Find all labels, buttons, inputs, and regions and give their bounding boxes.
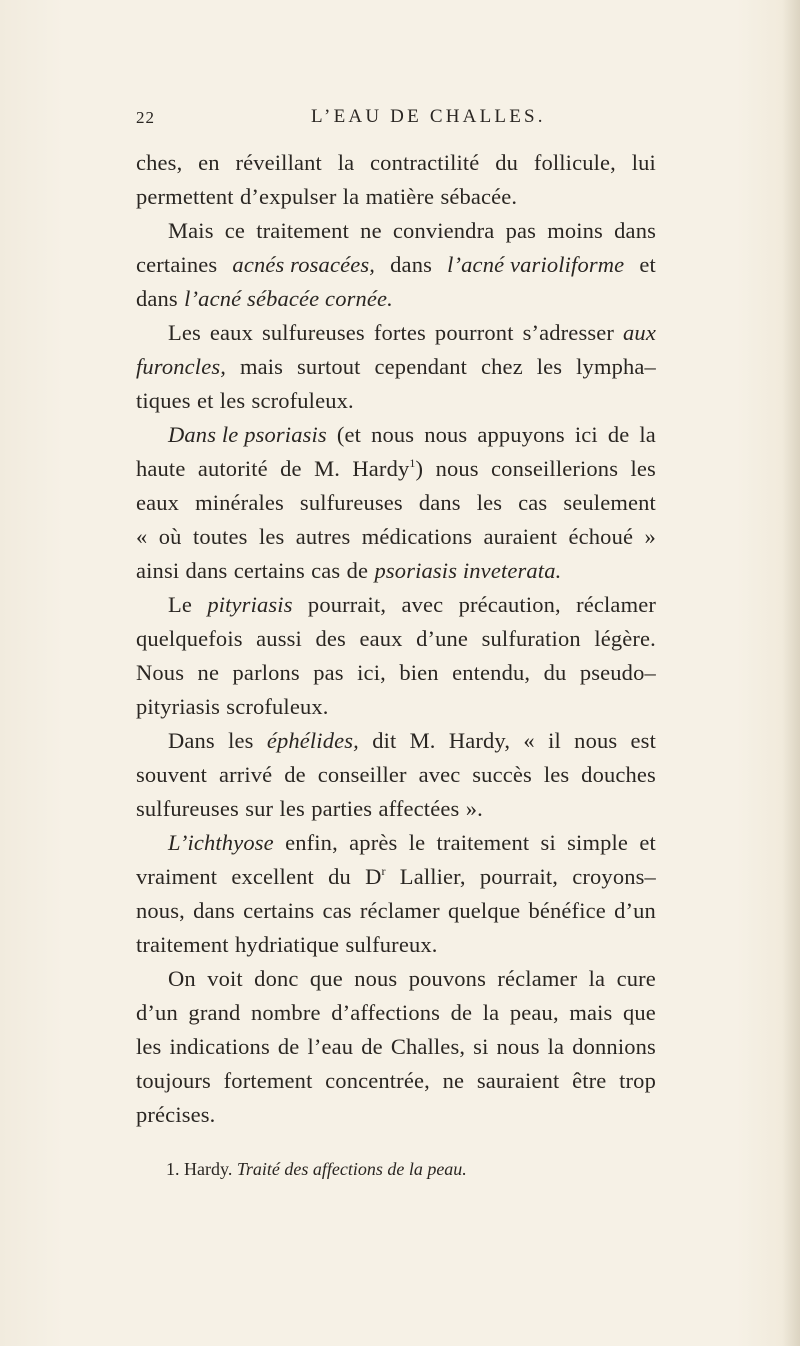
word: conviendra	[392, 218, 495, 243]
word: appuyons	[477, 422, 565, 447]
superscript: r	[381, 864, 386, 878]
word: parties	[311, 796, 373, 821]
word: la	[337, 150, 355, 175]
word: cas	[322, 898, 352, 923]
word: excellent	[231, 864, 314, 889]
word: contractilité	[370, 150, 480, 175]
word: pas	[313, 660, 344, 685]
word: les	[279, 796, 305, 821]
word: Nous	[136, 660, 185, 685]
word: nous	[371, 422, 415, 447]
word: trop	[619, 1068, 656, 1093]
word: réclamer	[576, 592, 656, 617]
word: scrofuleux.	[251, 388, 354, 413]
text-line	[136, 962, 656, 996]
word: et	[196, 388, 214, 413]
word: sulfureuses	[299, 490, 403, 515]
text-line	[136, 350, 656, 384]
word: surtout	[297, 354, 361, 379]
text-line	[136, 418, 656, 452]
text-line	[136, 486, 656, 520]
word: mais	[569, 1000, 613, 1025]
word: D	[365, 864, 382, 889]
italic-term: furoncles,	[136, 354, 227, 379]
word: sur	[245, 796, 274, 821]
italic-term: psoriasis inveterata.	[374, 558, 562, 583]
text-line	[136, 996, 656, 1030]
word: nous	[435, 456, 479, 481]
word: bénéfice	[528, 898, 606, 923]
word: certaines	[136, 252, 218, 277]
word: arrivé	[218, 762, 273, 787]
footnote	[166, 1154, 586, 1184]
word: avec	[401, 592, 444, 617]
word: le	[408, 830, 426, 855]
word: donnions	[572, 1034, 656, 1059]
word: les	[219, 388, 246, 413]
word: pouvons	[408, 966, 486, 991]
word: pseudo–	[579, 660, 656, 685]
word: Le	[168, 592, 193, 617]
word: dans	[185, 558, 228, 583]
footnote-reference	[352, 452, 423, 486]
word: de	[607, 422, 630, 447]
word: «	[523, 728, 535, 753]
word: réclamer	[359, 898, 440, 923]
word: et	[639, 830, 656, 855]
word: où	[158, 524, 182, 549]
text-line	[136, 384, 656, 418]
word: les	[630, 456, 656, 481]
word: indications	[169, 1034, 270, 1059]
word: d’un	[136, 1000, 178, 1025]
footnote-author: Hardy.	[184, 1159, 233, 1179]
word: autres	[295, 524, 351, 549]
word: chez	[481, 354, 523, 379]
italic-term: acnés rosacées,	[232, 252, 376, 277]
doctor-abbreviation	[365, 860, 386, 894]
word: «	[136, 524, 148, 549]
word: du	[495, 150, 519, 175]
word: la	[547, 1034, 565, 1059]
word: d’une	[416, 626, 469, 651]
italic-term: aux	[623, 320, 656, 345]
word: peau,	[509, 1000, 559, 1025]
text-line	[136, 826, 656, 860]
word: ne	[360, 218, 382, 243]
word: si	[540, 830, 556, 855]
text-line	[136, 1098, 656, 1132]
word: moins	[547, 218, 603, 243]
word: cas	[518, 490, 548, 515]
word: M.	[314, 456, 341, 481]
word: cure	[616, 966, 656, 991]
word: de	[284, 762, 306, 787]
word: Lallier,	[399, 864, 466, 889]
footnote-marker: 1	[409, 456, 416, 470]
text-line	[136, 282, 656, 316]
word: ches,	[136, 150, 183, 175]
word: bien	[399, 660, 439, 685]
word: les	[536, 354, 563, 379]
word: d’un	[614, 898, 656, 923]
word: du	[543, 660, 567, 685]
word: scrofuleux.	[226, 694, 329, 719]
word: haute	[136, 456, 186, 481]
word: est	[630, 728, 656, 753]
word: lympha–	[576, 354, 656, 379]
word: permettent	[136, 184, 234, 209]
word: d’expulser	[240, 184, 337, 209]
word: nous	[496, 1034, 540, 1059]
word: quelquefois	[136, 626, 243, 651]
word: hydriatique	[235, 932, 340, 957]
word: de	[280, 456, 302, 481]
word: médications	[361, 524, 473, 549]
word: voit	[207, 966, 243, 991]
word: grand	[188, 1000, 241, 1025]
text-line	[136, 860, 656, 894]
word: cas	[311, 558, 341, 583]
word: eaux	[209, 320, 253, 345]
text-line	[136, 1064, 656, 1098]
word: Les	[168, 320, 201, 345]
footnote-title: Traité des affections de la peau.	[236, 1159, 467, 1179]
page-edge-shadow	[782, 0, 800, 1346]
italic-term: l’acné sébacée cornée.	[184, 286, 393, 311]
text-line	[136, 622, 656, 656]
word: d’affections	[331, 1000, 441, 1025]
text-line	[136, 316, 656, 350]
text-line	[136, 656, 656, 690]
word: eaux	[136, 490, 180, 515]
word: nous	[424, 422, 468, 447]
word: concentrée,	[325, 1068, 430, 1093]
word: fortement	[223, 1068, 313, 1093]
word: entendu,	[452, 660, 531, 685]
word: des	[315, 626, 346, 651]
text-line	[136, 248, 656, 282]
body-text	[136, 146, 656, 1132]
word: nous	[574, 728, 618, 753]
word: Hardy	[352, 456, 410, 481]
word: minérales	[195, 490, 284, 515]
word: donc	[254, 966, 299, 991]
word: pityriasis	[136, 694, 220, 719]
word: précises.	[136, 1102, 216, 1127]
word: l’eau	[307, 1034, 354, 1059]
word: »	[644, 524, 656, 549]
word: sébacée.	[440, 184, 518, 209]
word: dit	[372, 728, 397, 753]
text-line	[136, 452, 656, 486]
word: conseiller	[317, 762, 407, 787]
word: cependant	[374, 354, 468, 379]
word: sulfureuses	[261, 320, 365, 345]
word: toutes	[192, 524, 248, 549]
word: ce	[224, 218, 246, 243]
word: traitement	[256, 218, 349, 243]
word: douches	[581, 762, 656, 787]
word: les	[258, 524, 285, 549]
word: mais	[239, 354, 284, 379]
word: échoué	[568, 524, 634, 549]
word: de	[277, 1034, 300, 1059]
word: dans	[418, 490, 461, 515]
word: de	[361, 1034, 383, 1059]
word: ici,	[357, 660, 386, 685]
word: traitement	[436, 830, 530, 855]
word: seulement	[563, 490, 656, 515]
word: après	[349, 830, 398, 855]
text-line	[136, 758, 656, 792]
word: vraiment	[136, 864, 218, 889]
text-line	[136, 554, 656, 588]
italic-term: l’acné varioliforme	[447, 252, 625, 277]
word: les	[136, 1034, 162, 1059]
word: et	[639, 252, 656, 277]
word: Challes,	[390, 1034, 466, 1059]
word: )	[415, 456, 424, 481]
word: les	[228, 728, 254, 753]
word: en	[198, 150, 220, 175]
word: tiques	[136, 388, 191, 413]
word: dans	[136, 286, 178, 311]
text-line	[136, 792, 656, 826]
text-line	[136, 214, 656, 248]
italic-term: Dans le psoriasis	[168, 422, 327, 447]
word: réveillant	[235, 150, 322, 175]
word: s’adresser	[522, 320, 615, 345]
text-line	[136, 724, 656, 758]
word: les	[543, 762, 570, 787]
word: ».	[465, 796, 483, 821]
word: dans	[614, 218, 656, 243]
word: précaution,	[458, 592, 561, 617]
italic-term: éphélides,	[266, 728, 359, 753]
text-line	[136, 894, 656, 928]
word: ne	[442, 1068, 465, 1093]
word: du	[328, 864, 351, 889]
word: conseillerions	[491, 456, 619, 481]
word: dans	[390, 252, 432, 277]
word: (et	[336, 422, 362, 447]
word: lui	[631, 150, 656, 175]
word: la	[482, 1000, 500, 1025]
word: de	[346, 558, 369, 583]
text-line	[136, 588, 656, 622]
text-line	[136, 690, 656, 724]
word: sulfureux.	[345, 932, 438, 957]
word: pas	[505, 218, 537, 243]
word: quelque	[448, 898, 521, 923]
word: les	[476, 490, 503, 515]
word: follicule,	[533, 150, 616, 175]
word: sauraient	[476, 1068, 560, 1093]
word: de	[450, 1000, 473, 1025]
word: enfin,	[285, 830, 338, 855]
word: simple	[567, 830, 629, 855]
word: être	[572, 1068, 607, 1093]
word: que	[309, 966, 343, 991]
word: certains	[233, 558, 305, 583]
word: réclamer	[497, 966, 578, 991]
text-line	[136, 146, 656, 180]
word: Mais	[168, 218, 214, 243]
word: traitement	[136, 932, 229, 957]
italic-term: L’ichthyose	[168, 830, 274, 855]
word: eaux	[359, 626, 403, 651]
word: fortes	[373, 320, 426, 345]
footnote-number: 1.	[166, 1159, 180, 1179]
word: aussi	[256, 626, 302, 651]
page-number: 22	[136, 108, 155, 127]
word: nombre	[250, 1000, 321, 1025]
word: nous,	[136, 898, 185, 923]
word: dans	[193, 898, 235, 923]
word: nous	[354, 966, 398, 991]
word: matière	[365, 184, 435, 209]
word: sulfureuses	[136, 796, 239, 821]
word: affectées	[378, 796, 460, 821]
text-line	[136, 520, 656, 554]
word: ainsi	[136, 558, 180, 583]
word: la	[639, 422, 656, 447]
text-line	[136, 928, 656, 962]
italic-term: pityriasis	[207, 592, 293, 617]
word: il	[548, 728, 561, 753]
word: souvent	[136, 762, 208, 787]
word: Hardy,	[448, 728, 511, 753]
word: parlons	[232, 660, 300, 685]
word: Dans	[168, 728, 215, 753]
word: croyons–	[572, 864, 656, 889]
word: ici	[574, 422, 598, 447]
word: que	[623, 1000, 656, 1025]
word: légère.	[594, 626, 656, 651]
word: succès	[472, 762, 532, 787]
word: sulfuration	[481, 626, 581, 651]
word: certains	[243, 898, 315, 923]
word: ne	[197, 660, 220, 685]
word: toujours	[136, 1068, 211, 1093]
word: pourrait,	[479, 864, 559, 889]
running-title: L’EAU DE CHALLES.	[311, 106, 546, 127]
word: On	[168, 966, 196, 991]
text-line	[136, 180, 656, 214]
word: M.	[409, 728, 436, 753]
word: la	[342, 184, 360, 209]
word: avec	[418, 762, 461, 787]
word: autorité	[197, 456, 268, 481]
text-line	[136, 1030, 656, 1064]
word: pourront	[434, 320, 514, 345]
word: si	[473, 1034, 489, 1059]
page-header	[136, 104, 656, 134]
word: auraient	[483, 524, 558, 549]
word: pourrait,	[307, 592, 387, 617]
word: la	[588, 966, 606, 991]
